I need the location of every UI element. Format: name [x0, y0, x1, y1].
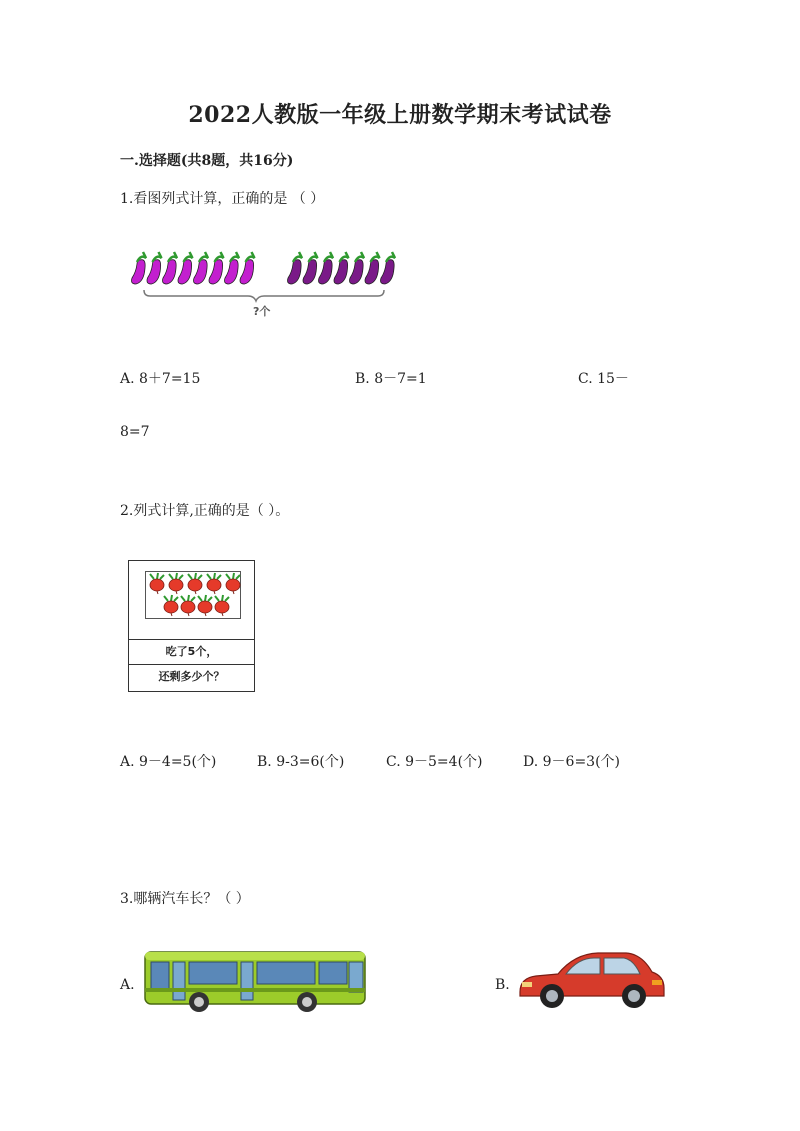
- eggplant-icon: [194, 252, 209, 284]
- eggplant-icon: [225, 252, 240, 284]
- radish-problem-box: [128, 560, 255, 692]
- eggplant-icon: [334, 252, 349, 284]
- q1-option-c-continued: 8=7: [120, 424, 150, 440]
- eggplant-icon: [147, 252, 162, 284]
- bus-image[interactable]: [143, 948, 369, 1014]
- radish-icon: [188, 573, 202, 594]
- eggplant-icon: [163, 252, 178, 284]
- q2-option-b[interactable]: B. 9-3=6(个): [257, 754, 345, 770]
- radish-icon: [207, 573, 221, 594]
- eggplant-icon: [178, 252, 193, 284]
- radish-icon: [150, 573, 164, 594]
- radish-image-area: [129, 561, 254, 639]
- car-image[interactable]: [516, 948, 668, 1012]
- question-1-text: 1.看图列式计算，正确的是 （ ）: [120, 191, 325, 207]
- q1-option-c[interactable]: C. 15－: [578, 371, 629, 387]
- eggplant-icon: [288, 252, 303, 284]
- radish-icon: [181, 595, 195, 616]
- eggplant-icon: [381, 252, 396, 284]
- radish-icons: [129, 561, 254, 639]
- q1-option-a[interactable]: A. 8＋7=15: [120, 371, 201, 387]
- question-2-text: 2.列式计算,正确的是（ ）。: [120, 503, 290, 519]
- q2-option-d[interactable]: D. 9－6=3(个): [523, 754, 621, 770]
- eggplant-icon: [209, 252, 224, 284]
- eggplant-icon: [132, 252, 147, 284]
- eggplant-icon: [365, 252, 380, 284]
- eggplant-icon: [240, 252, 255, 284]
- radish-icon: [226, 573, 240, 594]
- q3-option-b[interactable]: B.: [495, 977, 510, 993]
- brace-label: ?个: [253, 305, 271, 318]
- question-3-text: 3.哪辆汽车长？（ ）: [120, 891, 250, 907]
- eggplant-icon: [350, 252, 365, 284]
- section-heading: 一.选择题(共8题，共16分): [120, 153, 294, 169]
- q2-option-c[interactable]: C. 9－5=4(个): [386, 754, 483, 770]
- eggplant-icon: [303, 252, 318, 284]
- box-line-1: 吃了5个，: [129, 639, 254, 664]
- eggplant-icon: [319, 252, 334, 284]
- radish-icon: [164, 595, 178, 616]
- q1-option-b[interactable]: B. 8－7=1: [355, 371, 427, 387]
- box-line-2: 还剩多少个？: [129, 664, 254, 689]
- page-title: 2022人教版一年级上册数学期末考试试卷: [188, 102, 612, 128]
- radish-icon: [215, 595, 229, 616]
- radish-icon: [169, 573, 183, 594]
- radish-icon: [198, 595, 212, 616]
- brace-shape: [144, 290, 384, 301]
- q3-option-a[interactable]: A.: [120, 977, 135, 993]
- q2-option-a[interactable]: A. 9－4=5(个): [120, 754, 217, 770]
